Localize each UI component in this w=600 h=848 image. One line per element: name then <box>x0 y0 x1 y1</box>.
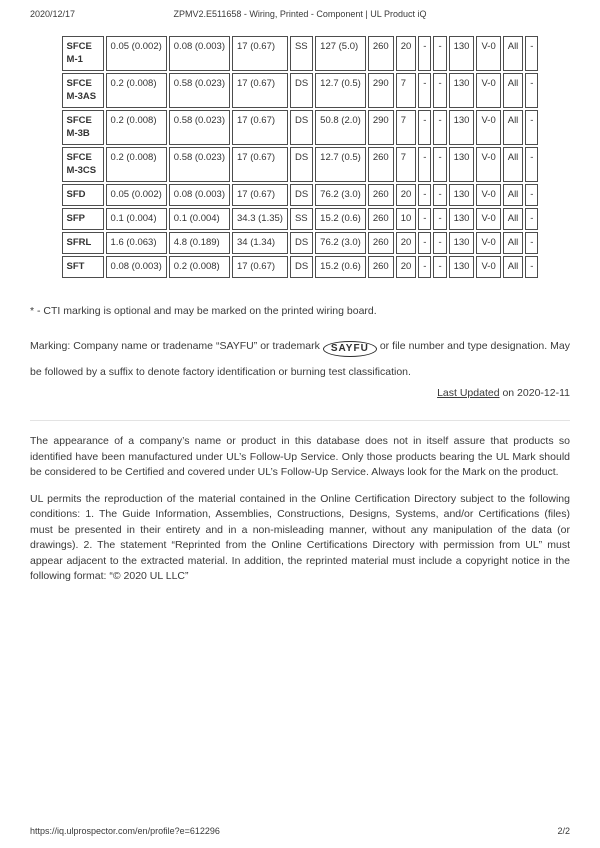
table-cell: 15.2 (0.6) <box>315 208 366 230</box>
model-type-cell: SFCEM-3AS <box>62 73 104 108</box>
table-row <box>62 232 539 254</box>
print-header <box>30 9 570 21</box>
table-cell: 290 <box>368 110 394 145</box>
table-cell: 76.2 (3.0) <box>315 232 366 254</box>
table-cell: 0.08 (0.003) <box>169 184 230 206</box>
table-cell: 260 <box>368 36 394 71</box>
table-cell: 76.2 (3.0) <box>315 184 366 206</box>
table-cell: 130 <box>449 184 475 206</box>
table-cell: 260 <box>368 256 394 278</box>
spec-table-wrap <box>60 34 541 280</box>
table-row <box>62 184 539 206</box>
table-cell: - <box>525 73 538 108</box>
footer-url: https://iq.ulprospector.com/en/profile?e=612296 <box>30 826 220 836</box>
table-cell: 260 <box>368 184 394 206</box>
table-cell: - <box>418 232 431 254</box>
model-type-cell: SFD <box>62 184 104 206</box>
table-row <box>62 147 539 182</box>
table-cell: 17 (0.67) <box>232 184 288 206</box>
table-cell: 12.7 (0.5) <box>315 147 366 182</box>
table-cell: 0.58 (0.023) <box>169 73 230 108</box>
table-cell: - <box>433 36 446 71</box>
table-cell: - <box>525 256 538 278</box>
table-cell: All <box>503 147 524 182</box>
table-cell: 0.05 (0.002) <box>106 36 167 71</box>
marking-text-prefix: Marking: Company name or tradename “SAYFU” or trademark <box>30 340 320 352</box>
table-row <box>62 36 539 71</box>
disclaimer-paragraph-2: UL permits the reproduction of the material contained in the Online Certification Directory subject to the following conditions: 1. The Guide Information, Assemblies, Constructions, Designs, Systems, and/or Certifications (files) must be presented in their entirety and in a non-misleading manner, without any manipulation of the data (or drawings). 2. The statement “Reprinted from the Online Certifications Directory with permission from UL” must appear adjacent to the extracted material. In addition, the reprinted material must include a copyright notice in the following format: “© 2020 UL LLC” <box>30 492 570 582</box>
table-cell: 15.2 (0.6) <box>315 256 366 278</box>
table-cell: 0.2 (0.008) <box>106 147 167 182</box>
table-row <box>62 208 539 230</box>
last-updated-link[interactable]: Last Updated <box>437 387 500 399</box>
table-cell: - <box>433 232 446 254</box>
table-cell: SS <box>290 208 313 230</box>
table-cell: 50.8 (2.0) <box>315 110 366 145</box>
table-cell: - <box>433 147 446 182</box>
disclaimer-paragraph-1: The appearance of a company’s name or product in this database does not in itself assure that products so identified have been manufactured under UL’s Follow-Up Service. Only those products bearing the UL Mark should be considered to be Certified and covered under UL’s Follow-Up Service. Always look for the Mark on the product. <box>30 435 570 478</box>
table-cell: - <box>525 208 538 230</box>
table-cell: - <box>525 110 538 145</box>
table-cell: - <box>418 147 431 182</box>
table-cell: 10 <box>396 208 417 230</box>
model-type-cell: SFCEM-1 <box>62 36 104 71</box>
table-cell: All <box>503 36 524 71</box>
table-cell: - <box>525 184 538 206</box>
table-cell: V-0 <box>476 232 500 254</box>
table-cell: 130 <box>449 256 475 278</box>
table-row <box>62 73 539 108</box>
component-spec-table <box>60 34 541 280</box>
table-cell: 7 <box>396 110 417 145</box>
table-cell: 20 <box>396 256 417 278</box>
table-cell: All <box>503 73 524 108</box>
table-cell: 20 <box>396 36 417 71</box>
table-cell: 130 <box>449 232 475 254</box>
table-row <box>62 256 539 278</box>
disclaimer-section <box>30 421 570 585</box>
table-cell: - <box>433 208 446 230</box>
table-cell: - <box>433 256 446 278</box>
table-cell: 130 <box>449 147 475 182</box>
table-cell: - <box>433 184 446 206</box>
table-cell: 130 <box>449 208 475 230</box>
table-cell: 0.1 (0.004) <box>169 208 230 230</box>
table-cell: DS <box>290 184 313 206</box>
last-updated-date: on 2020-12-11 <box>499 387 570 399</box>
table-cell: 12.7 (0.5) <box>315 73 366 108</box>
table-cell: - <box>418 36 431 71</box>
table-cell: 34.3 (1.35) <box>232 208 288 230</box>
table-cell: - <box>418 73 431 108</box>
table-cell: 260 <box>368 208 394 230</box>
table-cell: - <box>418 256 431 278</box>
table-cell: 0.58 (0.023) <box>169 110 230 145</box>
table-cell: DS <box>290 232 313 254</box>
table-cell: All <box>503 256 524 278</box>
table-cell: DS <box>290 73 313 108</box>
table-cell: V-0 <box>476 147 500 182</box>
table-cell: 290 <box>368 73 394 108</box>
table-cell: 0.2 (0.008) <box>169 256 230 278</box>
table-cell: 34 (1.34) <box>232 232 288 254</box>
table-cell: All <box>503 110 524 145</box>
table-cell: 0.58 (0.023) <box>169 147 230 182</box>
table-cell: DS <box>290 256 313 278</box>
table-cell: 0.2 (0.008) <box>106 110 167 145</box>
table-cell: - <box>418 184 431 206</box>
last-updated-line <box>30 386 570 401</box>
table-cell: V-0 <box>476 208 500 230</box>
table-cell: V-0 <box>476 184 500 206</box>
table-cell: 20 <box>396 232 417 254</box>
model-type-cell: SFCEM-3B <box>62 110 104 145</box>
marking-paragraph <box>30 333 570 385</box>
table-cell: DS <box>290 110 313 145</box>
model-type-cell: SFP <box>62 208 104 230</box>
table-cell: 130 <box>449 73 475 108</box>
table-cell: 17 (0.67) <box>232 147 288 182</box>
table-cell: 0.1 (0.004) <box>106 208 167 230</box>
table-cell: SS <box>290 36 313 71</box>
print-date: 2020/12/17 <box>30 9 76 19</box>
table-cell: - <box>525 147 538 182</box>
spec-table-body <box>62 36 539 278</box>
table-cell: - <box>418 110 431 145</box>
table-cell: All <box>503 208 524 230</box>
table-cell: V-0 <box>476 256 500 278</box>
table-cell: 17 (0.67) <box>232 256 288 278</box>
table-cell: All <box>503 184 524 206</box>
table-cell: 0.2 (0.008) <box>106 73 167 108</box>
table-cell: 130 <box>449 36 475 71</box>
marking-text-suffix: or file number and type designation. May be followed by a suffix to denote factory identification or burning test classification. <box>30 340 570 378</box>
table-cell: 0.05 (0.002) <box>106 184 167 206</box>
table-cell: 130 <box>449 110 475 145</box>
table-cell: 17 (0.67) <box>232 73 288 108</box>
table-cell: - <box>418 208 431 230</box>
table-cell: 0.08 (0.003) <box>106 256 167 278</box>
table-cell: V-0 <box>476 73 500 108</box>
table-cell: 17 (0.67) <box>232 36 288 71</box>
model-type-cell: SFRL <box>62 232 104 254</box>
page-title: ZPMV2.E511658 - Wiring, Printed - Component | UL Product iQ <box>173 9 427 19</box>
footer-page-number: 2/2 <box>557 826 570 836</box>
table-cell: 7 <box>396 147 417 182</box>
model-type-cell: SFCEM-3CS <box>62 147 104 182</box>
model-type-cell: SFT <box>62 256 104 278</box>
table-cell: - <box>433 110 446 145</box>
table-cell: 4.8 (0.189) <box>169 232 230 254</box>
table-cell: DS <box>290 147 313 182</box>
table-cell: - <box>525 232 538 254</box>
table-cell: - <box>525 36 538 71</box>
table-cell: All <box>503 232 524 254</box>
cti-footnote: * - CTI marking is optional and may be marked on the printed wiring board. <box>30 305 377 317</box>
print-footer <box>30 826 570 838</box>
table-cell: 0.08 (0.003) <box>169 36 230 71</box>
table-cell: V-0 <box>476 36 500 71</box>
table-cell: 20 <box>396 184 417 206</box>
table-cell: 17 (0.67) <box>232 110 288 145</box>
table-row <box>62 110 539 145</box>
table-cell: 260 <box>368 147 394 182</box>
table-cell: V-0 <box>476 110 500 145</box>
sayfu-trademark-logo: SAYFU <box>323 341 377 357</box>
table-cell: 7 <box>396 73 417 108</box>
table-cell: - <box>433 73 446 108</box>
table-cell: 260 <box>368 232 394 254</box>
table-cell: 1.6 (0.063) <box>106 232 167 254</box>
table-cell: 127 (5.0) <box>315 36 366 71</box>
